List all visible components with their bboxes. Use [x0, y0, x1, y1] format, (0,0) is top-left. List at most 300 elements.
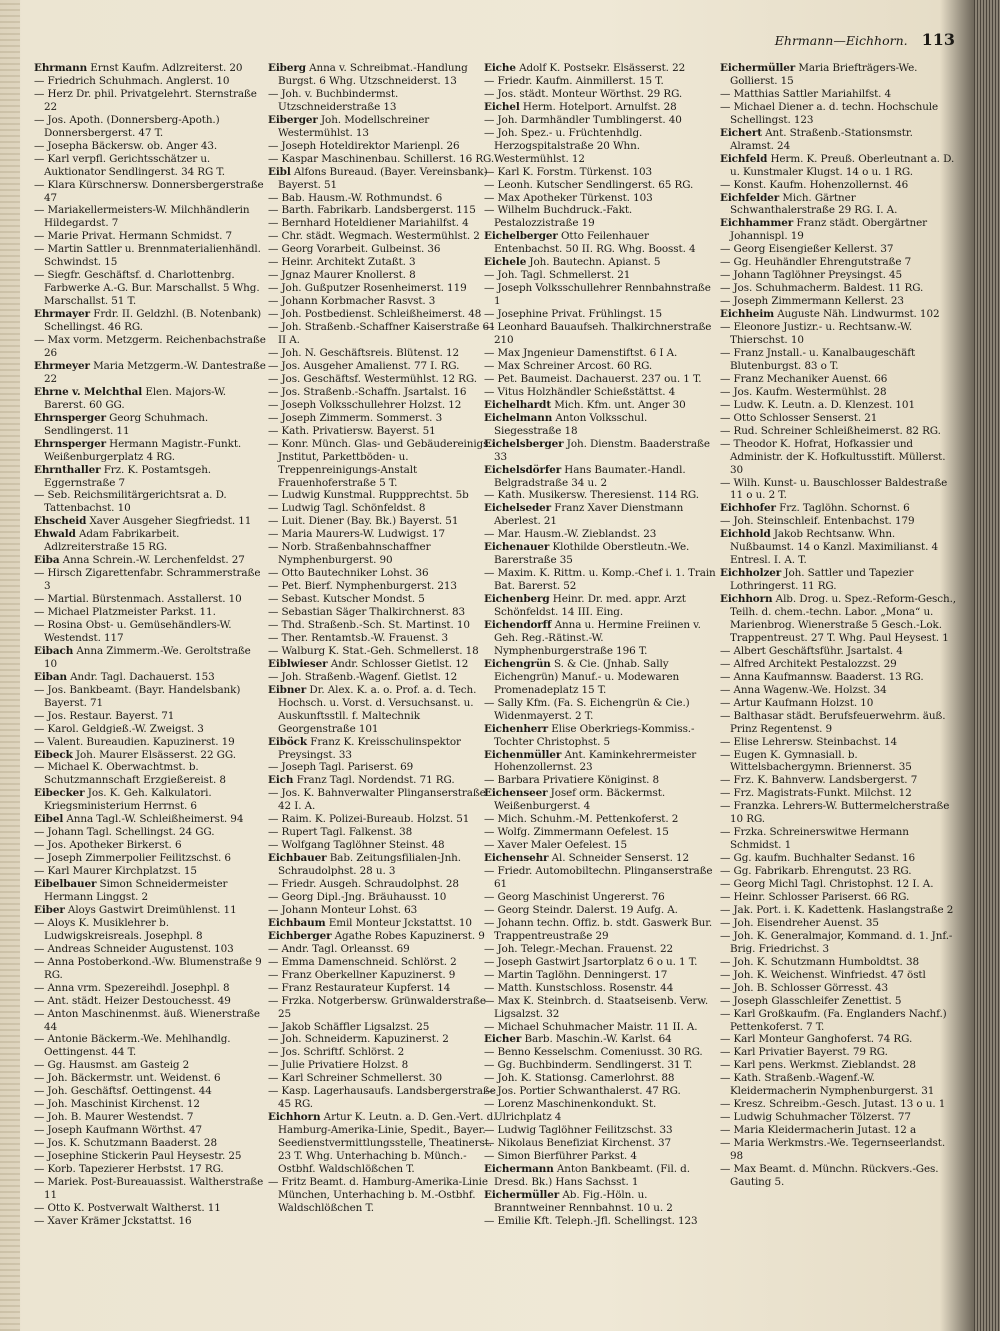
entry-details: — Ludwig Taglöhner Feilitzschst. 33 [484, 1124, 673, 1137]
directory-entry [34, 865, 266, 878]
directory-entry [34, 114, 266, 140]
entry-surname: Eibner [268, 683, 307, 696]
entry-details: — Joh. Postbedienst. Schleißheimerst. 48 [268, 308, 482, 321]
directory-entry [484, 412, 716, 438]
directory-entry [720, 528, 956, 567]
directory-entry [484, 891, 716, 904]
entry-details: — Sebast. Kutscher Mondst. 5 [268, 593, 425, 606]
directory-entry [484, 541, 716, 567]
entry-surname: Eich [268, 774, 294, 787]
entry-details: — Joseph Zimmermann Kellerst. 23 [720, 295, 904, 308]
entry-surname: Eichelmann [484, 411, 553, 424]
directory-entry [34, 230, 266, 243]
entry-details: — Balthasar städt. Berufsfeuerwehrm. äuß. Prinz Regentenst. 9 [720, 709, 946, 735]
directory-entry [720, 515, 956, 528]
entry-details: Adam Fabrikarbeit. Adlzreiterstraße 15 RG. [44, 528, 180, 554]
entry-details: — Joseph Hoteldirektor Marienpl. 26 [268, 139, 460, 152]
directory-entry [484, 619, 716, 658]
directory-entry [268, 943, 500, 956]
entry-surname: Eichenauer [484, 541, 550, 554]
entry-details: — Jos. Ausgeher Amalienst. 77 I. RG. [268, 359, 460, 372]
directory-entry [34, 1176, 266, 1202]
entry-details: — Michael Schuhmacher Maistr. 11 II. A. [484, 1020, 698, 1033]
entry-details: Otto Feilenhauer Entenbachst. 50 II. RG. Whg. Boosst. 4 [494, 230, 696, 256]
entry-details: — Chr. städt. Wegmach. Westermühlst. 2 [268, 230, 480, 243]
directory-entry [720, 826, 956, 852]
directory-entry [484, 179, 716, 192]
entry-details: — Gg. Buchbinderm. Sendlingerst. 31 T. [484, 1059, 693, 1072]
entry-details: — Josephine Privat. Frühlingst. 15 [484, 308, 663, 321]
entry-details: — Heinr. Schlosser Pariserst. 66 RG. [720, 891, 910, 903]
directory-entry [484, 528, 716, 541]
directory-entry [34, 1111, 266, 1124]
entry-details: — Jgnaz Maurer Knollerst. 8 [268, 269, 416, 282]
directory-entry [34, 684, 266, 710]
entry-details: — Frz. K. Bahnverw. Landsbergerst. 7 [720, 774, 918, 787]
entry-surname: Eichfeld [720, 152, 768, 165]
entry-surname: Ehrmayer [34, 308, 90, 321]
directory-entry [268, 761, 500, 774]
entry-details: — Joh. Straßenb.-Schaffner Kaiserstraße 61 II A. [268, 321, 496, 347]
directory-entry [720, 710, 956, 736]
entry-details: Agathe Robes Kapuzinerst. 9 [334, 929, 485, 942]
entry-surname: Eichhorn [720, 593, 773, 606]
entry-details: — Franz Jnstall.- u. Kanalbaugeschäft Blutenburgst. 83 o T. [720, 346, 916, 372]
entry-details: — Raim. K. Polizei-Bureaub. Holzst. 51 [268, 813, 470, 826]
directory-entry [720, 969, 956, 982]
entry-details: Dr. Alex. K. a. o. Prof. a. d. Tech. Hochsch. u. Vorst. d. Versuchsanst. u. Auskunftsstll. f. Maltechnik Georgenstraße 101 [278, 683, 477, 735]
entry-details: — Karl Privatier Bayerst. 79 RG. [720, 1046, 888, 1059]
entry-surname: Eichhorn [268, 1111, 321, 1124]
directory-entry [268, 217, 500, 230]
directory-entry [484, 62, 716, 75]
directory-entry [720, 88, 956, 101]
entry-details: Ant. Kaminkehrermeister Hohenzollernst. 23 [494, 748, 697, 774]
entry-details: — Valent. Bureaudien. Kapuzinerst. 19 [34, 735, 235, 748]
entry-details: — Rupert Tagl. Falkenst. 38 [268, 826, 413, 839]
entry-surname: Eibeck [34, 748, 73, 761]
directory-entry [268, 567, 500, 580]
entry-surname: Eibl [268, 165, 291, 178]
directory-entry [720, 153, 956, 179]
entry-details: — Michael Platzmeister Parkst. 11. [34, 606, 216, 619]
entry-details: — Friedr. Automobiltechn. Plinganserstraße 61 [484, 865, 713, 891]
entry-details: — Jos. Schriftf. Schlörst. 2 [268, 1046, 405, 1059]
directory-entry [720, 101, 956, 127]
directory-entry [268, 360, 500, 373]
directory-entry [268, 153, 500, 166]
entry-details: — Joh. K. Schutzmann Humboldtst. 38 [720, 955, 919, 968]
entry-details: — Frzka. Schreinerswitwe Hermann Schmidst. 1 [720, 826, 909, 852]
entry-surname: Eichenberg [484, 593, 550, 606]
entry-details: — Kath. Musikersw. Theresienst. 114 RG. [484, 489, 699, 502]
entry-details: Frz. Taglöhn. Schornst. 6 [779, 502, 910, 515]
directory-entry [484, 1163, 716, 1189]
directory-entry [484, 1085, 716, 1098]
directory-entry [34, 360, 266, 386]
directory-entry [484, 723, 716, 749]
entry-details: — Joh. Telegr.-Mechan. Frauenst. 22 [484, 942, 673, 955]
directory-entry [484, 347, 716, 360]
entry-details: — Max Apotheker Türkenst. 103 [484, 191, 653, 204]
entry-details: Ab. Fig.-Höln. u. Branntweiner Rennbahnst. 10 u. 2 [494, 1188, 673, 1214]
directory-entry [720, 477, 956, 503]
entry-details: Joh. Sattler und Tapezier Lothringerst. 11 RG. [730, 567, 914, 593]
entry-details: — Klara Kürschnersw. Donnersbergerstraße 47 [34, 178, 264, 204]
entry-surname: Eichberger [268, 929, 332, 942]
entry-details: — Eugen K. Gymnasiall. b. Wittelsbachergymn. Briennerst. 35 [720, 748, 912, 774]
entry-details: — Anna Kaufmannsw. Baaderst. 13 RG. [720, 670, 924, 683]
entry-details: — Rud. Schreiner Schleißheimerst. 82 RG. [720, 424, 941, 437]
directory-entry [268, 489, 500, 502]
directory-entry [268, 373, 500, 386]
entry-surname: Eichenseer [484, 787, 548, 800]
entry-surname: Eichelsberger [484, 437, 564, 450]
directory-entry [484, 75, 716, 88]
directory-entry [268, 438, 500, 490]
entry-details: — Joh. Eisendreher Auenst. 35 [720, 916, 879, 929]
directory-entry [34, 645, 266, 671]
directory-entry [268, 541, 500, 567]
directory-entry [484, 502, 716, 528]
entry-details: — Wolfgang Taglöhner Steinst. 48 [268, 839, 445, 852]
entry-details: — Karl verpfl. Gerichtsschätzer u. Auktionator Sendlingerst. 34 RG T. [34, 152, 225, 178]
entry-details: — Josephine Stickerin Paul Heysestr. 25 [34, 1150, 242, 1163]
entry-details: Mich. Gärtner Schwanthalerstraße 29 RG. I. A. [730, 191, 898, 217]
directory-entry [268, 1085, 500, 1111]
directory-entry [34, 1137, 266, 1150]
entry-details: Hermann Magistr.-Funkt. Weißenburgerplatz 4 RG. [44, 437, 242, 463]
entry-details: Anna Zimmerm.-We. Geroltstraße 10 [44, 644, 251, 670]
directory-entry [484, 852, 716, 865]
entry-details: Joh. Bautechn. Apianst. 5 [529, 256, 661, 269]
entry-details: Bab. Zeitungsfilialen-Jnh. Schraudolphst. 28 u. 3 [278, 852, 461, 878]
entry-details: — Jos. K. Schutzmann Baaderst. 28 [34, 1137, 217, 1150]
directory-entry [268, 813, 500, 826]
entry-details: — Jos. städt. Monteur Wörthst. 29 RG. [484, 87, 683, 100]
directory-entry [720, 425, 956, 438]
directory-entry [34, 1215, 266, 1228]
entry-details: Franz Tagl. Nordendst. 71 RG. [296, 774, 455, 787]
directory-entry [268, 969, 500, 982]
entry-details: — Georg Steindr. Dalerst. 19 Aufg. A. [484, 903, 678, 916]
directory-entry [34, 489, 266, 515]
directory-entry [484, 787, 716, 813]
directory-entry [720, 282, 956, 295]
directory-entry [268, 412, 500, 425]
directory-entry [720, 192, 956, 218]
entry-details: — Anna Wagenw.-We. Holzst. 34 [720, 683, 887, 696]
entry-details: — Joh. Spez.- u. Früchtenhdlg. Herzogspitalstraße 20 Whn. Westermühlst. 12 [484, 126, 643, 165]
directory-entry [268, 956, 500, 969]
directory-entry [268, 1072, 500, 1085]
directory-entry [484, 166, 716, 179]
directory-entry [720, 1124, 956, 1137]
entry-surname: Eichermüller [720, 62, 796, 74]
directory-entry [34, 334, 266, 360]
entry-details: — Mariek. Post-Bureauassist. Waltherstraße 11 [34, 1175, 264, 1201]
entry-surname: Eiblwieser [268, 657, 328, 670]
directory-entry [484, 697, 716, 723]
entry-details: — Kaspar Maschinenbau. Schillerst. 16 RG. [268, 152, 495, 165]
entry-details: Joh. Maurer Elsässerst. 22 GG. [75, 748, 236, 761]
entry-details: — Joh. B. Maurer Westendst. 7 [34, 1111, 194, 1124]
directory-entry [484, 995, 716, 1021]
directory-entry [268, 62, 500, 88]
entry-details: — Pet. Bierf. Nymphenburgerst. 213 [268, 580, 457, 593]
directory-entry [268, 619, 500, 632]
directory-entry [34, 593, 266, 606]
entry-details: Frdr. II. Geldzhl. (B. Notenbank) Schellingst. 46 RG. [44, 308, 262, 334]
entry-details: — Wilhelm Buchdruck.-Fakt. Pestalozzistraße 19 [484, 204, 633, 230]
entry-details: — Jos. Apotheker Birkerst. 6 [34, 839, 182, 852]
directory-entry [484, 1021, 716, 1034]
entry-details: — Emma Damenschneid. Schlörst. 2 [268, 955, 457, 968]
entry-details: — Martin Taglöhn. Denningerst. 17 [484, 968, 668, 981]
entry-details: — Konst. Kaufm. Hohenzollernst. 46 [720, 178, 909, 191]
entry-surname: Eichelseder [484, 502, 552, 515]
directory-entry [484, 114, 716, 127]
entry-details: Herm. Hotelport. Arnulfst. 28 [522, 100, 677, 113]
entry-surname: Eibelbauer [34, 878, 97, 891]
entry-details: — Vitus Holzhändler Schießstättst. 4 [484, 385, 676, 398]
entry-details: — Anton Maschinenmst. äuß. Wienerstraße 44 [34, 1007, 260, 1033]
directory-entry [268, 684, 500, 736]
entry-details: — Xaver Krämer Jckstattst. 16 [34, 1214, 192, 1227]
directory-entry [484, 489, 716, 502]
entry-details: — Joh. Tagl. Schmellerst. 21 [484, 269, 631, 282]
entry-details: — Max Schreiner Arcost. 60 RG. [484, 359, 653, 372]
entry-details: Anna Tagl.-W. Schleißheimerst. 94 [66, 813, 244, 826]
directory-entry [268, 502, 500, 515]
entry-details: — Gg. Fabrikarb. Ehrengutst. 23 RG. [720, 865, 912, 878]
directory-entry [720, 684, 956, 697]
entry-details: — Matth. Kunstschloss. Rosenstr. 44 [484, 981, 674, 994]
directory-entry [268, 632, 500, 645]
entry-details: — Joh. Gußputzer Rosenheimerst. 119 [268, 282, 467, 295]
entry-details: — Walburg K. Stat.-Geh. Schmellerst. 18 [268, 644, 479, 657]
entry-details: Herm. K. Preuß. Oberleutnant a. D. u. Kunstmaler Klugst. 14 o u. 1 RG. [730, 152, 955, 178]
directory-entry [484, 373, 716, 386]
directory-entry [720, 412, 956, 425]
directory-entry [484, 865, 716, 891]
entry-details: — Georg Michl Tagl. Christophst. 12 I. A. [720, 878, 934, 891]
entry-details: — Sally Kfm. (Fa. S. Eichengrün & Cie.) Widenmayerst. 2 T. [484, 696, 690, 722]
entry-details: — Thd. Straßenb.-Sch. St. Martinst. 10 [268, 618, 470, 631]
directory-entry [268, 114, 500, 140]
entry-details: Elise Oberkriegs-Kommiss.-Tochter Christophst. 5 [494, 722, 695, 748]
directory-entry [720, 502, 956, 515]
entry-details: — Jak. Port. i. K. Kadettenk. Haslangstraße 2 [720, 903, 954, 916]
directory-entry [268, 399, 500, 412]
directory-entry [484, 308, 716, 321]
directory-entry [268, 774, 500, 787]
directory-entry [268, 930, 500, 943]
directory-entry [268, 787, 500, 813]
directory-entry [720, 243, 956, 256]
entry-details: — Seb. Reichsmilitärgerichtsrat a. D. Tattenbachst. 10 [34, 489, 227, 515]
directory-entry [34, 204, 266, 230]
page-edge-stack [974, 0, 1000, 1331]
directory-entry [720, 697, 956, 710]
directory-entry [720, 1072, 956, 1098]
directory-entry [34, 619, 266, 645]
directory-entry [720, 956, 956, 969]
directory-entry [720, 321, 956, 347]
entry-details: Maria Briefträgers-We. Gollierst. 15 [730, 62, 918, 87]
entry-details: — Mar. Hausm.-W. Zieblandst. 23 [484, 528, 657, 541]
entry-details: — Otto Bautechniker Lohst. 36 [268, 567, 429, 580]
directory-entry [268, 204, 500, 217]
directory-entry [484, 813, 716, 826]
entry-details: — Joh. K. Weichenst. Winfriedst. 47 östl [720, 968, 926, 981]
directory-entry [484, 1137, 716, 1150]
directory-entry [268, 1111, 500, 1176]
directory-entry [720, 179, 956, 192]
directory-entry [268, 917, 500, 930]
directory-entry [720, 1111, 956, 1124]
entry-details: — Jos. Geschäftsf. Westermühlst. 12 RG. [268, 372, 477, 385]
directory-entry [484, 982, 716, 995]
entry-details: — Bernhard Hoteldiener Mariahilfst. 4 [268, 217, 469, 230]
entry-surname: Ehwald [34, 528, 76, 541]
directory-entry [268, 308, 500, 321]
directory-entry [720, 373, 956, 386]
directory-entry [484, 1150, 716, 1163]
directory-entry [34, 269, 266, 308]
directory-entry [484, 943, 716, 956]
entry-details: — Johann Taglöhner Preysingst. 45 [720, 269, 903, 282]
entry-details: — Michael K. Oberwachtmst. b. Schutzmannschaft Erzgießereist. 8 [34, 761, 226, 787]
entry-details: — Frzka. Notgerbersw. Grünwalderstraße 25 [268, 994, 486, 1020]
entry-details: Joh. Modellschreiner Westermühlst. 13 [278, 113, 430, 139]
directory-entry [34, 710, 266, 723]
directory-entry [268, 1021, 500, 1034]
directory-entry [34, 464, 266, 490]
entry-details: Adolf K. Postsekr. Elsässerst. 22 [519, 62, 686, 74]
entry-details: — Georg Vorarbeit. Gulbeinst. 36 [268, 243, 441, 256]
directory-entry [720, 127, 956, 153]
directory-entry [34, 813, 266, 826]
directory-entry [484, 839, 716, 852]
directory-entry [34, 917, 266, 943]
entry-details: Anna v. Schreibmat.-Handlung Burgst. 6 Whg. Utzschneiderst. 13 [278, 62, 468, 87]
entry-details: — Karol. Geldgieß.-W. Zweigst. 3 [34, 722, 204, 735]
directory-entry [484, 386, 716, 399]
entry-details: — Ludwig Schuhmacher Tölzerst. 77 [720, 1111, 911, 1124]
entry-details: Alfons Bureaud. (Bayer. Vereinsbank) Bayerst. 51 [278, 165, 488, 191]
entry-surname: Eichelhardt [484, 398, 552, 411]
entry-details: — Joseph Tagl. Pariserst. 69 [268, 761, 414, 774]
entry-details: — Joh. Maschinist Kirchenst. 12 [34, 1098, 200, 1111]
entry-details: — Joh. N. Geschäftsreis. Blütenst. 12 [268, 346, 459, 359]
directory-entry [484, 1046, 716, 1059]
directory-entry [484, 956, 716, 969]
directory-entry [484, 127, 716, 166]
entry-details: — Ludwig Tagl. Schönfeldst. 8 [268, 502, 426, 515]
directory-entry [268, 658, 500, 671]
entry-details: — Max Beamt. d. Münchn. Rückvers.-Ges. Gauting 5. [720, 1163, 939, 1188]
entry-surname: Eibel [34, 813, 64, 826]
directory-entry [268, 580, 500, 593]
directory-entry [268, 606, 500, 619]
directory-entry [268, 826, 500, 839]
directory-entry [34, 1202, 266, 1215]
entry-details: — Mich. Schuhm.-M. Pettenkoferst. 2 [484, 813, 679, 826]
entry-details: — Georg Eisengießer Kellerst. 37 [720, 243, 894, 256]
directory-entry [268, 230, 500, 243]
entry-details: Anton Bankbeamt. (Fil. d. Dresd. Bk.) Hans Sachsst. 1 [494, 1163, 690, 1188]
directory-entry [34, 88, 266, 114]
directory-entry [720, 567, 956, 593]
entry-details: — Johann Korbmacher Rasvst. 3 [268, 295, 436, 308]
entry-details: — Joseph Glasschleifer Zenettist. 5 [720, 994, 902, 1007]
entry-details: — Jos. Portier Schwanthalerst. 47 RG. [484, 1085, 681, 1098]
directory-entry [268, 1059, 500, 1072]
entry-details: — Gg. Heuhändler Ehrengutstraße 7 [720, 256, 912, 269]
entry-details: — Jos. Schuhmacherm. Baldest. 11 RG. [720, 282, 924, 295]
entry-details: — Andreas Schneider Augustenst. 103 [34, 942, 234, 955]
entry-details: — Rosina Obst- u. Gemüsehändlers-W. Westendst. 117 [34, 618, 232, 644]
directory-entry [720, 295, 956, 308]
directory-entry [268, 852, 500, 878]
directory-entry [720, 1008, 956, 1034]
entry-details: — Joseph Zimmerm. Sommerst. 3 [268, 411, 443, 424]
directory-entry [268, 982, 500, 995]
entry-details: Ernst Kaufm. Adlzreiterst. 20 [90, 62, 243, 74]
directory-entry [34, 839, 266, 852]
entry-details: Klothilde Oberstleutn.-We. Barerstraße 35 [494, 541, 690, 567]
entry-details: — Anna vrm. Spezereihdl. Josephpl. 8 [34, 981, 230, 994]
entry-surname: Eichermann [484, 1163, 554, 1176]
directory-entry [34, 904, 266, 917]
entry-surname: Eibecker [34, 787, 85, 800]
directory-entry [720, 1033, 956, 1046]
directory-entry [268, 282, 500, 295]
entry-details: — Max Jngenieur Damenstiftst. 6 I A. [484, 346, 678, 359]
entry-surname: Eibach [34, 644, 74, 657]
directory-entry [720, 256, 956, 269]
directory-entry [34, 826, 266, 839]
directory-entry [484, 904, 716, 917]
directory-entry [720, 347, 956, 373]
directory-entry [720, 891, 956, 904]
entry-details: — Joh. Schneiderm. Kapuzinerst. 2 [268, 1033, 449, 1046]
directory-entry [268, 386, 500, 399]
entry-details: — Ludwig Kunstmal. Ruppprechtst. 5b [268, 489, 469, 502]
directory-entry [34, 386, 266, 412]
directory-entry [34, 995, 266, 1008]
entry-details: — Karl Monteur Ganghoferst. 74 RG. [720, 1033, 913, 1046]
entry-details: — Benno Kesselschm. Comeniusst. 30 RG. [484, 1046, 703, 1059]
entry-surname: Eiberger [268, 113, 318, 126]
entry-surname: Eiba [34, 554, 60, 567]
entry-details: S. & Cie. (Jnhab. Sally Eichengrün) Manuf.- u. Modewaren Promenadeplatz 15 T. [494, 657, 680, 696]
entry-details: — Matthias Sattler Mariahilfst. 4 [720, 87, 892, 100]
entry-details: — Wilh. Kunst- u. Bauschlosser Baldestraße 11 o u. 2 T. [720, 476, 948, 502]
entry-details: — Joh. Darmhändler Tumblingerst. 40 [484, 113, 682, 126]
entry-details: — Johann Tagl. Schellingst. 24 GG. [34, 826, 215, 839]
directory-entry [484, 969, 716, 982]
entry-surname: Ehrmeyer [34, 359, 90, 372]
entry-details: — Mariakellermeisters-W. Milchhändlerin Hildegardst. 7 [34, 204, 250, 230]
entry-details: — Andr. Tagl. Orleansst. 69 [268, 942, 410, 955]
entry-details: — Ant. städt. Heizer Destouchesst. 49 [34, 994, 231, 1007]
column-3 [484, 62, 716, 1322]
entry-details: — Karl Maurer Kirchplatzst. 15 [34, 865, 197, 878]
entry-details: — Maria Kleidermacherin Jutast. 12 a [720, 1124, 917, 1137]
entry-details: — Nikolaus Benefiziat Kirchenst. 37 [484, 1137, 672, 1150]
